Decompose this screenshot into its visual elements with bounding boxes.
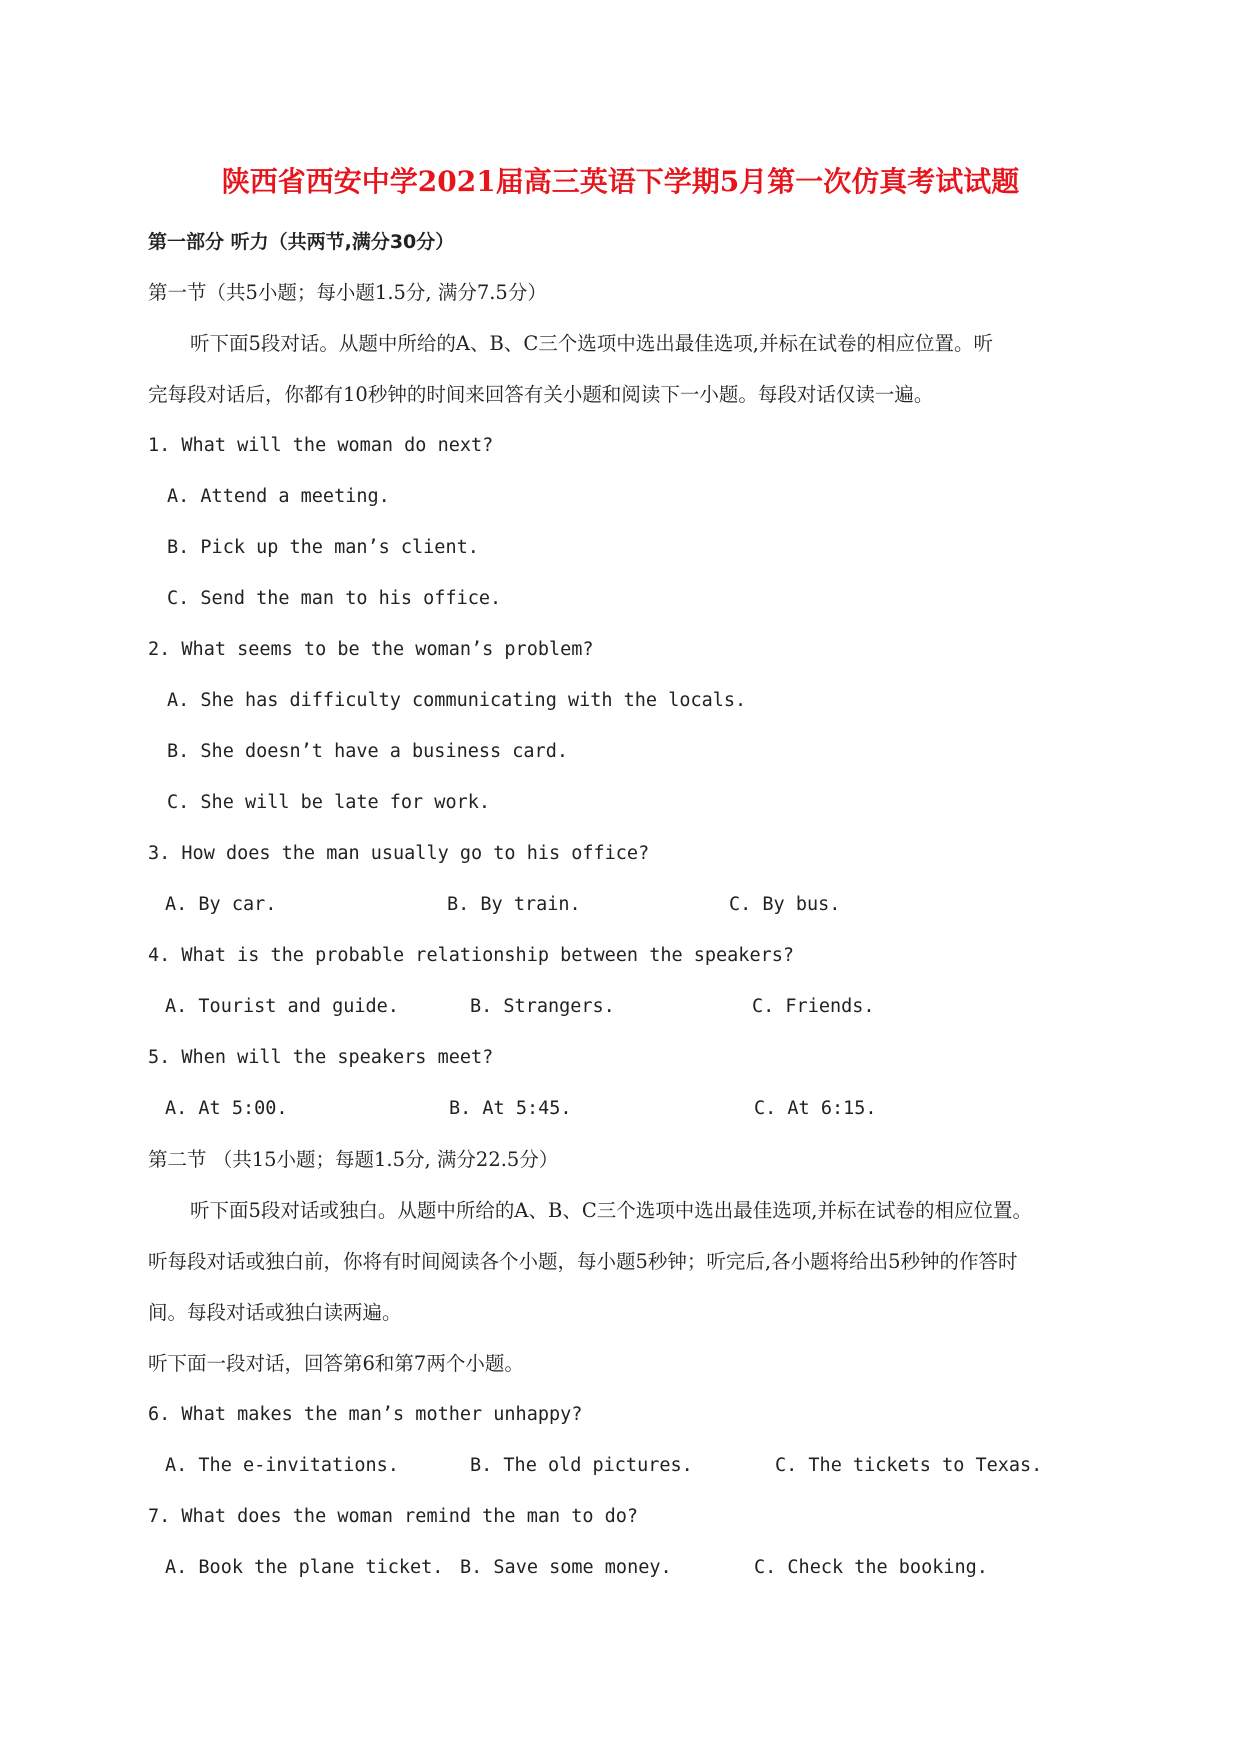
section1-heading: 第一节（共5小题；每小题1.5分, 满分7.5分） [148,281,547,304]
question-4-stem: 4. What is the probable relationship between the speakers? [148,945,795,966]
question-3-option-a: A. By car. [165,894,277,915]
question-2-stem: 2. What seems to be the woman’s problem? [148,639,594,660]
question-3-option-c: C. By bus. [729,894,841,915]
section1-instructions-line1: 听下面5段对话。从题中所给的A、B、C三个选项中选出最佳选项,并标在试卷的相应位置。听 [190,332,993,355]
question-4-option-a: A. Tourist and guide. [165,996,399,1017]
exam-title: 陕西省西安中学2021届高三英语下学期5月第一次仿真考试试题 [221,165,1020,198]
question-7-option-a: A. Book the plane ticket. [165,1557,444,1578]
question-6-stem: 6. What makes the man’s mother unhappy? [148,1404,583,1425]
question-3-stem: 3. How does the man usually go to his office? [148,843,650,864]
question-6-option-c: C. The tickets to Texas. [775,1455,1043,1476]
question-4-option-c: C. Friends. [752,996,875,1017]
question-5-option-c: C. At 6:15. [754,1098,877,1119]
question-1-option-b: B. Pick up the man’s client. [167,537,479,558]
question-7-stem: 7. What does the woman remind the man to do? [148,1506,639,1527]
question-1-option-c: C. Send the man to his office. [167,588,502,609]
section2-instructions-line2: 听每段对话或独白前，你将有时间阅读各个小题，每小题5秒钟；听完后,各小题将给出5秒钟的作答时 [148,1250,1018,1273]
section1-instructions-line2: 完每段对话后，你都有10秒钟的时间来回答有关小题和阅读下一小题。每段对话仅读一遍。 [148,383,934,406]
question-2-option-c: C. She will be late for work. [167,792,491,813]
section2-instructions-line1: 听下面5段对话或独白。从题中所给的A、B、C三个选项中选出最佳选项,并标在试卷的相应位置。 [190,1199,1032,1222]
question-4-option-b: B. Strangers. [470,996,615,1017]
question-5-stem: 5. When will the speakers meet? [148,1047,494,1068]
question-7-option-c: C. Check the booking. [754,1557,988,1578]
part1-heading: 第一部分 听力（共两节,满分30分） [148,231,455,253]
question-6-option-b: B. The old pictures. [470,1455,693,1476]
question-2-option-b: B. She doesn’t have a business card. [167,741,568,762]
question-1-stem: 1. What will the woman do next? [148,435,494,456]
question-5-option-b: B. At 5:45. [449,1098,572,1119]
question-2-option-a: A. She has difficulty communicating with the locals. [167,690,747,711]
dialogue-intro: 听下面一段对话，回答第6和第7两个小题。 [148,1352,524,1375]
section2-heading: 第二节 （共15小题；每题1.5分, 满分22.5分） [148,1148,559,1171]
question-6-option-a: A. The e-invitations. [165,1455,399,1476]
question-1-option-a: A. Attend a meeting. [167,486,390,507]
section2-instructions-line3: 间。每段对话或独白读两遍。 [148,1301,402,1324]
question-3-option-b: B. By train. [447,894,581,915]
question-7-option-b: B. Save some money. [460,1557,672,1578]
question-5-option-a: A. At 5:00. [165,1098,288,1119]
